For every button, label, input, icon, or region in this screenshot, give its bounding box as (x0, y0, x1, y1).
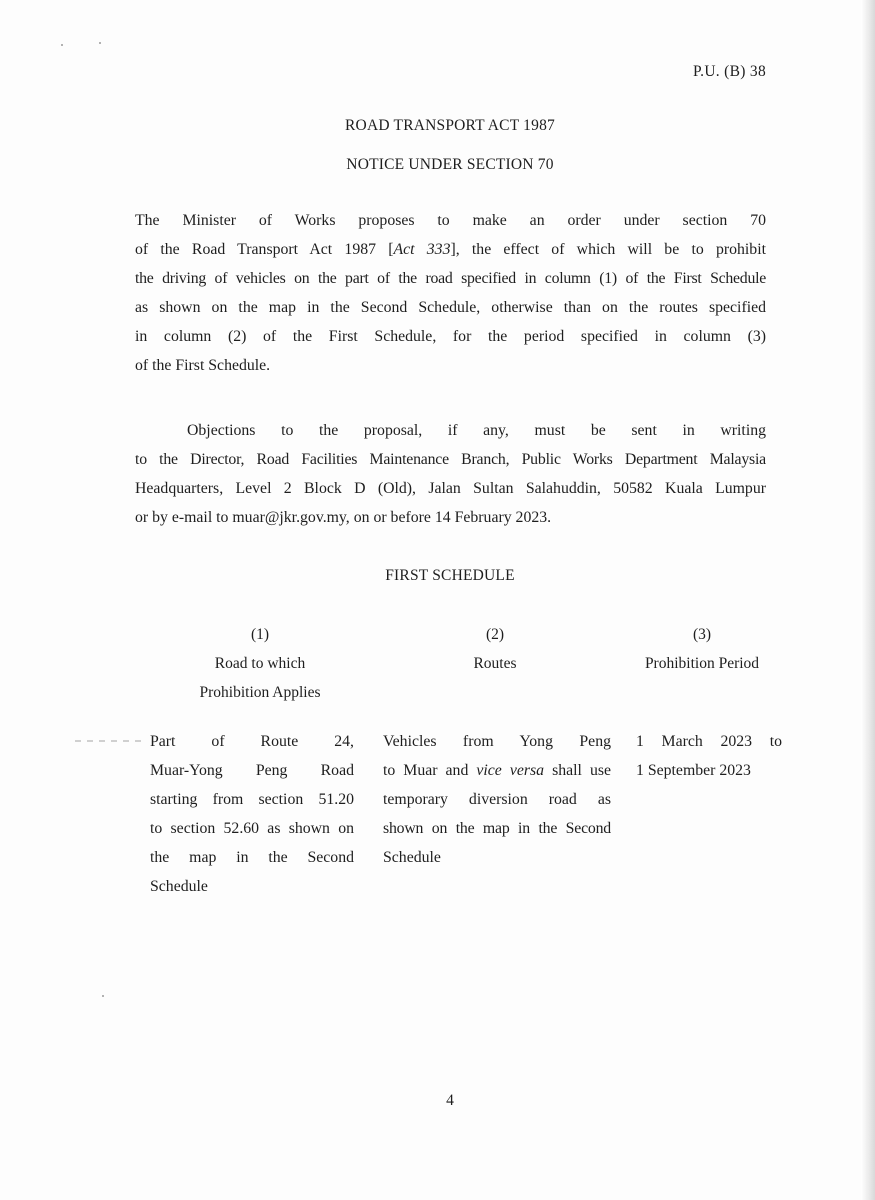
cell-line: to section 52.60 as shown on (150, 820, 354, 837)
cell-routes (383, 727, 611, 872)
objections-paragraph (135, 416, 766, 532)
publication-reference: P.U. (B) 38 (692, 63, 766, 80)
act-citation: Act 333 (393, 241, 451, 258)
paragraph-line: as shown on the map in the Second Schedule, otherwise than on the routes specified (135, 299, 766, 316)
column-label: Road to which (214, 655, 306, 672)
column-number: (3) (692, 626, 712, 643)
scan-speck (102, 995, 104, 997)
vice-versa-text: vice versa (476, 762, 545, 779)
line-text: to Muar and (383, 762, 477, 779)
paragraph-line: or by e-mail to muar@jkr.gov.my, on or before 14 February 2023. (135, 509, 552, 526)
cell-line: Schedule (150, 878, 208, 895)
line-text: ], the effect of which will be to prohibit (450, 241, 766, 258)
line-text: shall use (544, 762, 611, 779)
paragraph-line: in column (2) of the First Schedule, for the period specified in column (3) (135, 328, 766, 345)
column-header-period (622, 620, 782, 678)
column-header-routes (415, 620, 575, 678)
column-number: (1) (250, 626, 270, 643)
paragraph-line (135, 235, 766, 264)
cell-line: starting from section 51.20 (150, 791, 354, 808)
cell-line: Part of Route 24, (150, 733, 354, 750)
paragraph-line: the driving of vehicles on the part of the road specified in column (1) of the First Schedule (135, 270, 766, 287)
column-header-road (170, 620, 350, 707)
cell-line: temporary diversion road as (383, 791, 611, 808)
cell-line: 1 September 2023 (636, 762, 751, 779)
column-label: Prohibition Applies (199, 684, 321, 701)
cell-prohibition-period (636, 727, 782, 785)
proposal-paragraph (135, 206, 766, 380)
cell-line: Schedule (383, 849, 441, 866)
cell-line: the map in the Second (150, 849, 354, 866)
page-number: 4 (446, 1092, 454, 1109)
cell-line: Muar-Yong Peng Road (150, 762, 354, 779)
column-label: Routes (473, 655, 517, 672)
notice-title: NOTICE UNDER SECTION 70 (346, 156, 554, 173)
paragraph-line: The Minister of Works proposes to make an order under section 70 (135, 212, 766, 229)
column-label: Prohibition Period (644, 655, 760, 672)
line-text: of the Road Transport Act 1987 [ (135, 241, 394, 258)
cell-line: 1 March 2023 to (636, 733, 782, 750)
cell-line: shown on the map in the Second (383, 820, 611, 837)
act-title: ROAD TRANSPORT ACT 1987 (345, 117, 555, 134)
scan-speck (99, 42, 101, 44)
scan-speck (61, 44, 63, 46)
cell-line (383, 756, 611, 785)
cell-road-section (150, 727, 354, 901)
page-edge-shadow (861, 0, 875, 1200)
cell-line: Vehicles from Yong Peng (383, 733, 611, 750)
scan-mark (75, 740, 145, 742)
paragraph-line: Headquarters, Level 2 Block D (Old), Jalan Sultan Salahuddin, 50582 Kuala Lumpur (135, 480, 766, 497)
schedule-title: FIRST SCHEDULE (385, 567, 515, 584)
column-number: (2) (485, 626, 505, 643)
paragraph-line: to the Director, Road Facilities Maintenance Branch, Public Works Department Malaysia (135, 451, 766, 468)
paragraph-line: Objections to the proposal, if any, must be sent in writing (187, 422, 766, 439)
paragraph-line: of the First Schedule. (135, 357, 271, 374)
